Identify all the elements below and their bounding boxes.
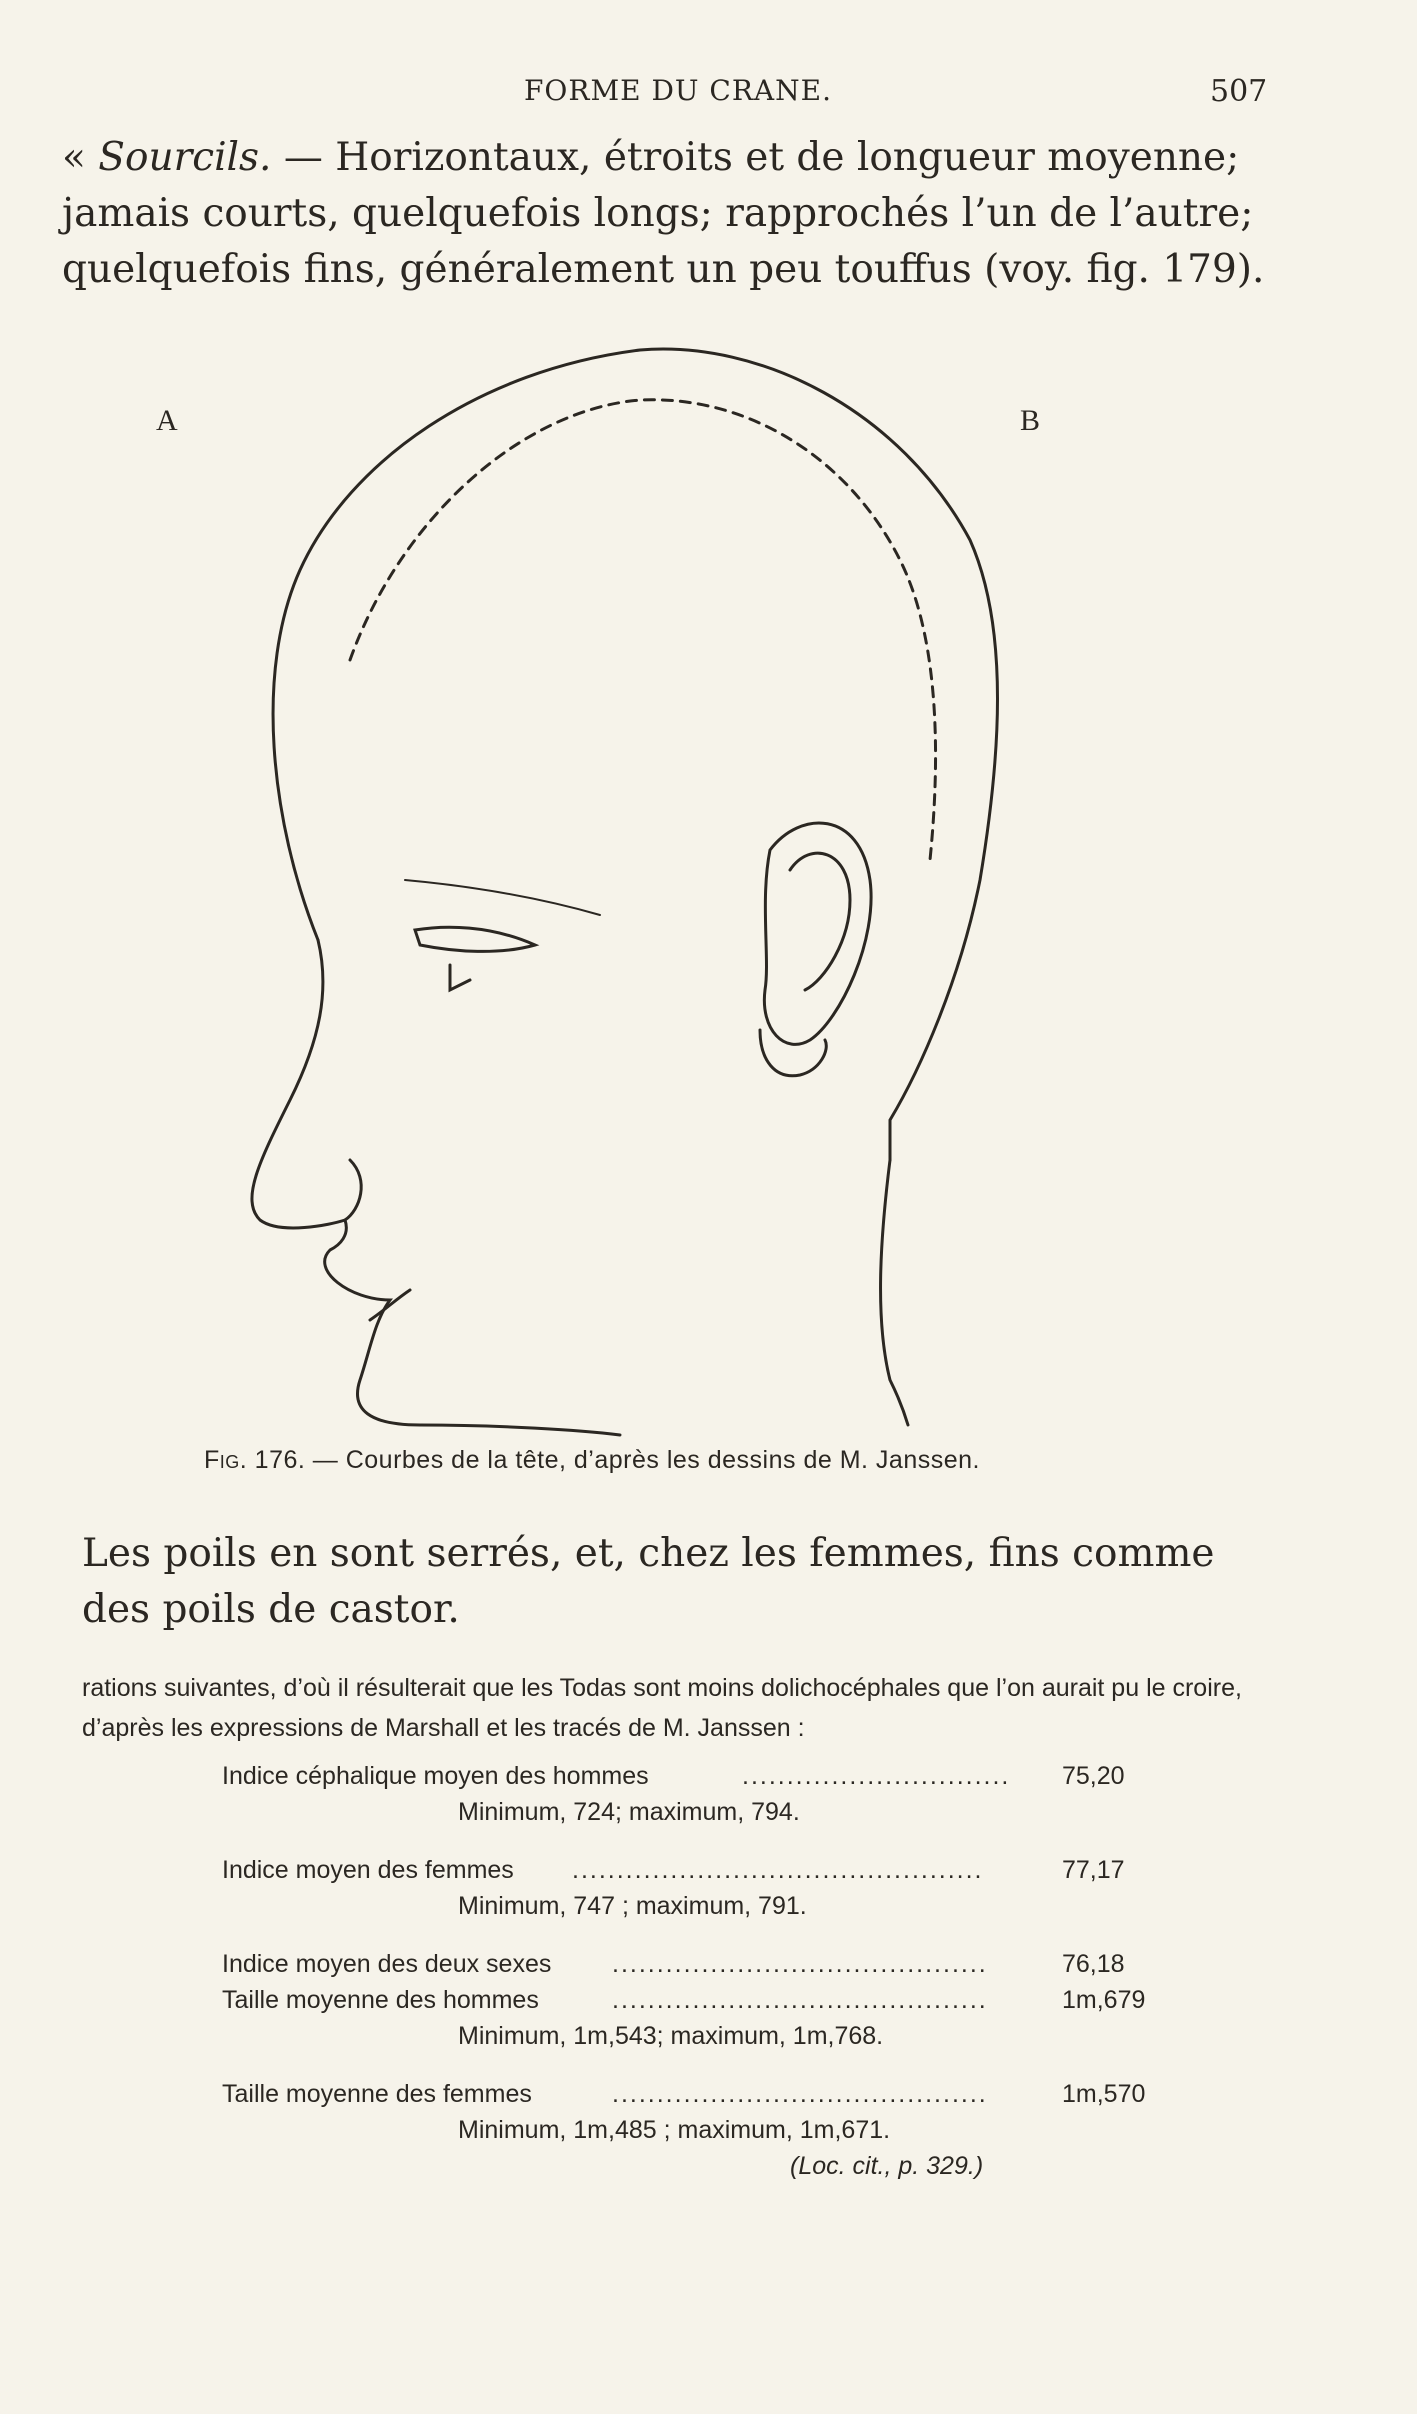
head-curves-figure [156, 340, 1200, 1420]
table-row [222, 2018, 1142, 2054]
cephalic-men-label: Indice céphalique moyen des hommes [222, 1762, 649, 1790]
women-height-value: 1m,570 [1062, 2080, 1146, 2108]
head-profile-drawing [156, 340, 1200, 1420]
face-profile [252, 940, 620, 1435]
page-number: 507 [1210, 74, 1268, 109]
women-height-range: Minimum, 1m,485 ; maximum, 1m,671. [458, 2116, 891, 2144]
chin-line [370, 1290, 410, 1320]
leader-dots: .............................. [742, 1762, 1011, 1790]
ear-outline [764, 823, 871, 1044]
both-index-value: 76,18 [1062, 1950, 1125, 1978]
eyebrows-term: Sourcils. [98, 135, 272, 180]
source-citation: (Loc. cit., p. 329.) [790, 2152, 984, 2180]
leader-dots: .............................................. [572, 1856, 984, 1884]
women-index-range: Minimum, 747 ; maximum, 791. [458, 1892, 807, 1920]
women-index-label: Indice moyen des femmes [222, 1856, 514, 1884]
cephalic-men-value: 75,20 [1062, 1762, 1125, 1790]
figure-caption [204, 1446, 1204, 1475]
women-height-label: Taille moyenne des femmes [222, 2080, 532, 2108]
label-a: A [156, 404, 178, 437]
dashed-head-curve [350, 400, 936, 860]
measurements-table [222, 1758, 1146, 2184]
label-b: B [1020, 404, 1041, 437]
ear-inner [790, 853, 850, 990]
leader-dots: .......................................... [612, 2080, 988, 2108]
running-title: FORME DU CRANE. [524, 74, 832, 107]
table-row [222, 1982, 1146, 2018]
table-row [222, 1888, 1142, 1924]
table-row [222, 1946, 1142, 1982]
men-height-value: 1m,679 [1062, 1986, 1146, 2014]
nose-mark [450, 965, 470, 990]
page-header [0, 74, 1417, 114]
leader-dots: .......................................... [612, 1950, 988, 1978]
neck-back-line [881, 1160, 908, 1425]
caption-text: — Courbes de la tête, d’après les dessins de M. Janssen. [305, 1446, 980, 1474]
both-index-label: Indice moyen des deux sexes [222, 1950, 552, 1978]
men-height-range: Minimum, 1m,543; maximum, 1m,768. [458, 2022, 884, 2050]
table-row [222, 2148, 1142, 2184]
outer-head-curve [273, 349, 997, 1160]
beaver-paragraph: Les poils en sont serrés, et, chez les femmes, fins comme des poils de castor. [82, 1531, 1215, 1632]
table-row [222, 1794, 1142, 1830]
eye-shape [415, 927, 535, 951]
men-height-label: Taille moyenne des hommes [222, 1986, 539, 2014]
eyebrows-paragraph [62, 130, 1272, 298]
eyebrows-text: — Horizontaux, étroits et de longueur moyenne; jamais courts, quelquefois longs; rapprochés l’un de l’autre; quelquefois fins, généralement un peu touffus (voy. fig. 179). [62, 135, 1265, 292]
table-row [222, 2112, 1142, 2148]
open-quote-mark: « [62, 135, 86, 180]
caption-label: Fig. 176. [204, 1446, 306, 1474]
mouth-line [345, 1160, 361, 1220]
measurements-intro: rations suivantes, d’où il résulterait que les Todas sont moins dolichocéphales que l’on aurait pu le croire, d’après les expressions de Marshall et les tracés de M. Janssen : [82, 1674, 1242, 1742]
table-row [222, 2076, 1146, 2112]
eyebrow-line [405, 880, 600, 915]
table-row [222, 1758, 1142, 1794]
women-index-value: 77,17 [1062, 1856, 1125, 1884]
table-row [222, 1852, 1142, 1888]
leader-dots: .......................................... [612, 1986, 988, 2014]
cephalic-men-range: Minimum, 724; maximum, 794. [458, 1798, 800, 1826]
